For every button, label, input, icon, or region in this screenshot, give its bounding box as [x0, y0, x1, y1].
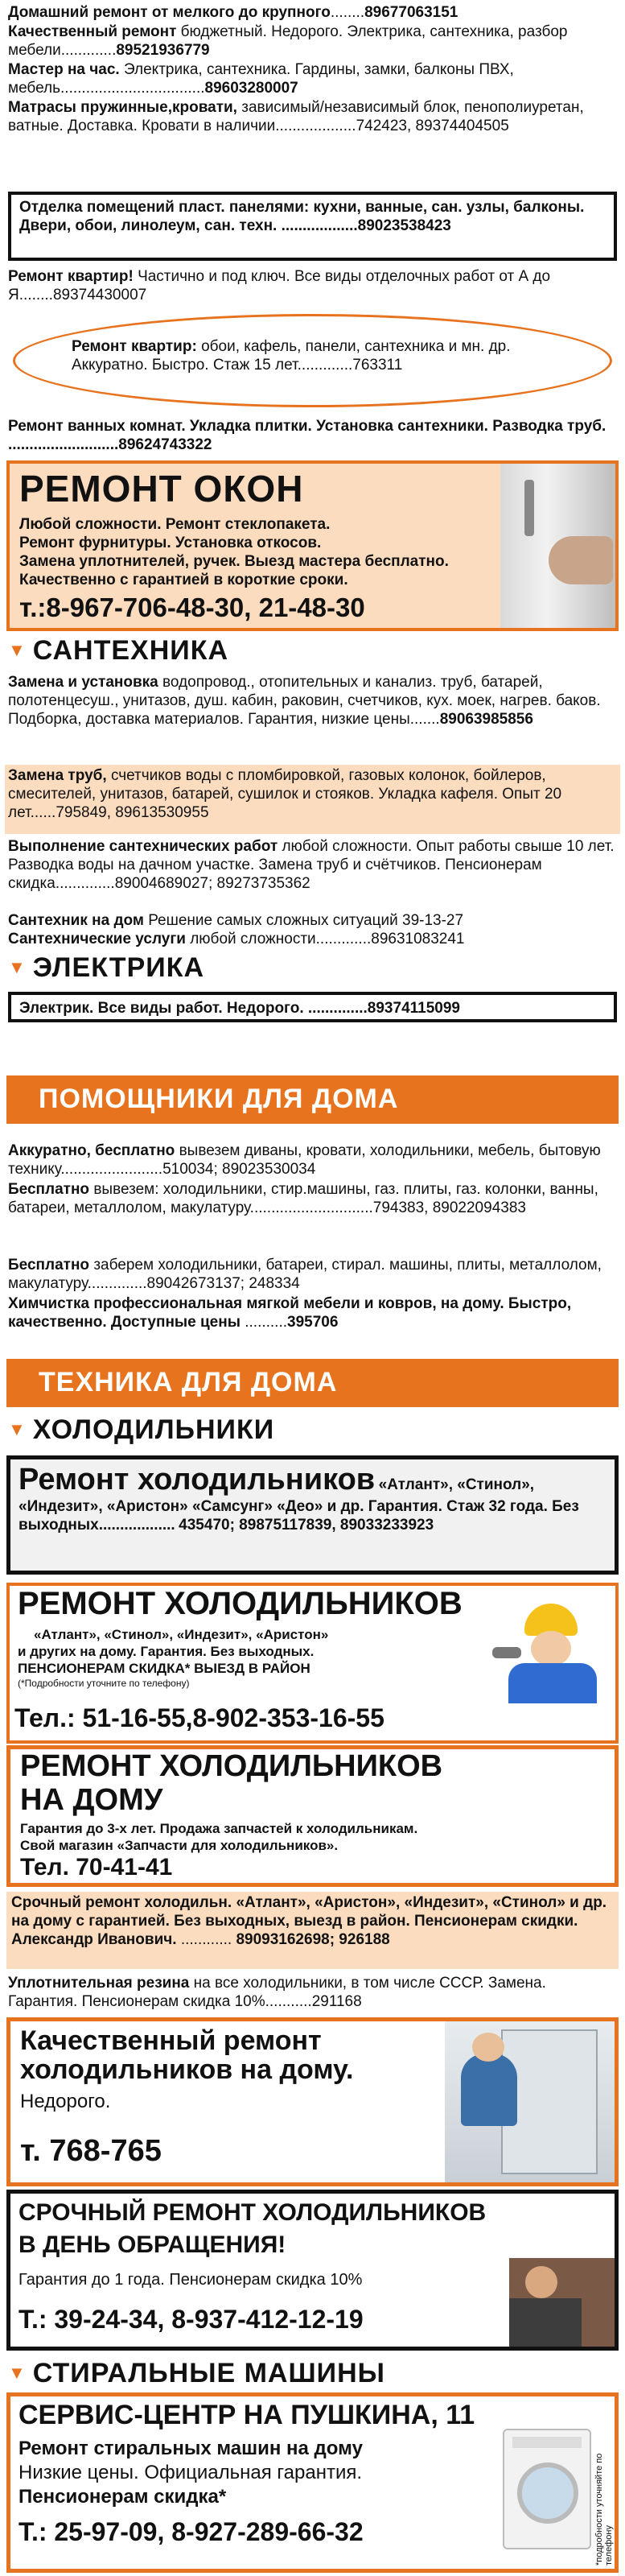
ad-flat-repair: Ремонт квартир! Частично и под ключ. Все виды отделочных работ от А до Я........89374430007	[8, 268, 551, 303]
ad-head: Химчистка профессиональная мягкой мебели и ковров, на дому. Быстро, качественно. Доступные цены	[8, 1295, 572, 1331]
ad-fridge-7	[6, 2190, 619, 2351]
ad-lines	[19, 515, 449, 589]
ad-lines	[18, 1626, 328, 1690]
ad-sub: Недорого.	[20, 2091, 111, 2112]
ad-phone: 395706	[287, 1314, 339, 1331]
banner-helpers	[6, 1075, 619, 1124]
ad-head: Замена труб,	[8, 767, 107, 784]
ad-phone: 89521936779	[116, 42, 210, 59]
ad-phone: 89374115099	[367, 1000, 460, 1017]
ad-text: водопровод., отопительных и канализ. труб, батарей, полотенцесуш., унитазов, душ. кабин, раковин, счетчиков, кух. моек, нагрев. баков. Подборка, доставка материалов. Гарантия, низкие цены	[8, 674, 601, 728]
section-electric	[8, 950, 617, 985]
ad-fridge-2	[6, 1583, 619, 1744]
ad-line: Пенсионерам скидка*	[19, 2486, 227, 2508]
ad-fridge-1: Ремонт холодильников «Атлант», «Стинол», «Индезит», «Аристон» «Самсунг» «Део» и др. Гарантия. Стаж 32 года. Без выходных.................. 435470; 89875117839, 89033233923	[6, 1455, 619, 1575]
ad-head: Бесплатно	[8, 1181, 90, 1198]
section-plumbing	[8, 633, 617, 668]
ad-helper-4: Химчистка профессиональная мягкой мебели и ковров, на дому. Быстро, качественно. Доступные цены ..........395706	[8, 1295, 572, 1331]
ad-phone: 742423, 89374404505	[356, 118, 509, 134]
section-title: ХОЛОДИЛЬНИКИ	[32, 1414, 275, 1445]
ad-head: Сантехник на дом	[8, 912, 144, 929]
section-title: СТИРАЛЬНЫЕ МАШИНЫ	[32, 2357, 385, 2388]
ad-plumbing-2: Замена труб, счетчиков воды с пломбировкой, газовых колонок, бойлеров, смесителей, унитазов, батарей, сушилок и стояков. Укладка кафеля. Опыт 20 лет......795849, 89613530955	[5, 765, 620, 834]
ad-phone: 89374430007	[52, 287, 147, 303]
window-photo	[500, 464, 617, 630]
ad-washers	[6, 2392, 619, 2573]
ad-helper-1: Аккуратно, бесплатно вывезем диваны, кровати, холодильники, мебель, бытовую технику........................510034; 89023530034	[8, 1142, 601, 1178]
ad-phone: т. 768-765	[20, 2134, 162, 2168]
ad-head: Домашний ремонт от мелкого до крупного	[8, 4, 331, 21]
triangle-icon: ▼	[8, 640, 27, 660]
ad-line: Ремонт стиральных машин на дому	[19, 2438, 363, 2459]
ad-text: «Атлант», «Стинол», «Индезит», «Аристон» «Самсунг» «Део» и др. Гарантия. Стаж 32 года. Без выходных	[19, 1476, 579, 1534]
ad-title: Ремонт холодильников	[19, 1463, 376, 1496]
ad-text: счетчиков воды с пломбировкой, газовых колонок, бойлеров, смесителей, унитазов, батарей, сушилок и стояков. Укладка кафеля. Опыт 20 лет	[8, 767, 562, 821]
ad-panels: Отделка помещений пласт. панелями: кухни, ванные, сан. узлы, балконы. Двери, обои, линолеум, сан. техн. ..................89023538423	[8, 192, 617, 261]
ad-text: Решение самых сложных ситуаций	[148, 912, 398, 929]
ad-phone: 39-13-27	[402, 912, 464, 929]
ad-head: Уплотнительная резина	[8, 1975, 190, 1992]
ad-phone: Тел. 70-41-41	[20, 1854, 173, 1880]
ad-phone: 89631083241	[371, 931, 465, 947]
ad-home-repair: Домашний ремонт от мелкого до крупного........89677063151	[8, 4, 458, 21]
ad-phone: 89063985856	[439, 711, 533, 728]
ad-text: Срочный ремонт холодильн. «Атлант», «Аристон», «Индезит», «Стинол» и др. на дому с гарантией. Без выходных, выезд в район. Пенсионерам скидки. Александр Иванович.	[11, 1894, 607, 1948]
ad-line: Свой магазин «Запчасти для холодильников».	[20, 1838, 339, 1853]
ad-note: (*Подробности уточните по телефону)	[18, 1678, 190, 1689]
ad-plumbing-3: Выполнение сантехнических работ любой сложности. Опыт работы свыше 10 лет. Разводка воды на дачном участке. Замена труб и счётчиков. Пенсионерам скидка..............89004689027; 89273735362	[8, 838, 615, 892]
ad-head: Выполнение сантехнических работ	[8, 838, 278, 855]
ad-handyman: Мастер на час. Электрика, сантехника. Гардины, замки, балконы ПВХ, мебель..................................89603280007	[8, 61, 514, 97]
section-fridges	[8, 1412, 617, 1447]
ad-phone: 89603280007	[204, 80, 298, 97]
ad-line: Ремонт фурнитуры. Установка откосов.	[19, 535, 322, 551]
ad-title: РЕМОНТ ОКОН	[19, 468, 304, 510]
ad-title: СЕРВИС-ЦЕНТР НА ПУШКИНА, 11	[19, 2400, 475, 2430]
ad-phone: Т.: 25-97-09, 8-927-289-66-32	[19, 2517, 364, 2546]
ad-plumbing-4	[8, 911, 617, 930]
ad-fridge-6	[6, 2017, 619, 2186]
banner-tech	[6, 1359, 619, 1407]
ad-phone: Т.: 39-24-34, 8-937-412-12-19	[19, 2305, 364, 2334]
ad-phone: Тел.: 51-16-55,8-902-353-16-55	[14, 1703, 384, 1732]
ad-head: Ремонт квартир:	[72, 338, 197, 355]
ad-plumbing-5: Сантехнические услуги любой сложности.............89631083241	[8, 931, 465, 947]
ad-title-wrap	[20, 2026, 438, 2116]
ad-lines	[20, 1820, 417, 1854]
ad-electrician: Электрик. Все виды работ. Недорого. ..............89374115099	[8, 992, 617, 1022]
ad-head: Мастер на час.	[8, 61, 120, 78]
ad-fridge-4: Срочный ремонт холодильн. «Атлант», «Аристон», «Индезит», «Стинол» и др. на дому с гарантией. Без выходных, выезд в район. Пенсионерам скидки. Александр Иванович. ............ 89093162698; 926188	[6, 1892, 619, 1969]
ad-oval-flats: Ремонт квартир: обои, кафель, панели, сантехника и мн. др. Аккуратно. Быстро. Стаж 15 лет.............763311	[13, 314, 612, 407]
ad-phone: 89023538423	[357, 217, 451, 234]
ad-line: Низкие цены. Официальная гарантия.	[19, 2462, 363, 2483]
ad-text: обои, кафель, панели, сантехника и мн. др. Аккуратно. Быстро. Стаж 15 лет	[72, 338, 511, 374]
ad-fridge-5: Уплотнительная резина на все холодильники, в том числе СССР. Замена. Гарантия. Пенсионерам скидка 10%...........291168	[8, 1975, 546, 2010]
ad-fridge-3	[6, 1745, 619, 1887]
ad-line: Гарантия до 3-х лет. Продажа запчастей к холодильникам.	[20, 1821, 418, 1836]
ad-windows	[6, 460, 619, 631]
ad-phone: 89624743322	[118, 436, 212, 453]
triangle-icon: ▼	[8, 1419, 27, 1439]
ad-phone: 89004689027; 89273735362	[114, 875, 310, 892]
ad-helper-2: Бесплатно вывезем: холодильники, стир.машины, газ. плиты, газ. колонки, ванны, батареи, металлолом, макулатуру.............................794383, 89022094383	[8, 1181, 598, 1216]
fridge-photo	[445, 2021, 618, 2182]
ad-line: Качественно с гарантией в короткие сроки.	[19, 572, 348, 588]
ad-text: вывезем диваны, кровати, холодильники, мебель, бытовую технику	[8, 1142, 601, 1178]
ad-head: Замена и установка	[8, 674, 158, 691]
repairman-illustration	[492, 1599, 613, 1703]
ad-head: Сантехнические услуги	[8, 931, 186, 947]
ad-phone: 291168	[311, 1993, 362, 2010]
ad-lines	[19, 2437, 363, 2509]
ad-text: Электрик. Все виды работ. Недорого.	[19, 1000, 304, 1017]
ad-head: Аккуратно, бесплатно	[8, 1142, 175, 1159]
ad-text: Электрика, сантехника. Гардины, замки, балконы ПВХ, мебель	[8, 61, 514, 97]
ad-text: Ремонт ванных комнат. Укладка плитки. Установка сантехники. Разводка труб.	[8, 418, 606, 435]
ad-plumbing-1: Замена и установка водопровод., отопительных и канализ. труб, батарей, полотенцесуш., унитазов, душ. кабин, раковин, счетчиков, кух. моек, нагрев. баков. Подборка, доставка материалов. Гарантия, низкие цены.......89063985856	[8, 674, 601, 728]
ad-title: СРОЧНЫЙ РЕМОНТ ХОЛОДИЛЬНИКОВ В ДЕНЬ ОБРАЩЕНИЯ!	[19, 2199, 487, 2258]
ad-phone: 794383, 89022094383	[372, 1199, 526, 1216]
section-washers	[8, 2355, 617, 2391]
ad-quality-repair: Качественный ремонт бюджетный. Недорого. Электрика, сантехника, разбор мебели.............89521936779	[8, 23, 568, 59]
ad-bathrooms: Ремонт ванных комнат. Укладка плитки. Установка сантехники. Разводка труб. ..........................89624743322	[8, 418, 606, 453]
ad-phone: 510034; 89023530034	[162, 1161, 316, 1178]
ad-mattresses: Матрасы пружинные,кровати, зависимый/независимый блок, пенополиуретан, ватные. Доставка. Кровати в наличии...................742423, 89374404505	[8, 99, 584, 134]
ad-line: Гарантия до 1 года. Пенсионерам скидка 10%	[19, 2271, 363, 2289]
ad-text: бюджетный. Недорого. Электрика, сантехника, разбор мебели	[8, 23, 568, 59]
banner-title: ТЕХНИКА ДЛЯ ДОМА	[39, 1367, 338, 1397]
ad-title: РЕМОНТ ХОЛОДИЛЬНИКОВ НА ДОМУ	[20, 1749, 443, 1817]
side-note: *подробности уточняйте по телефону	[594, 2453, 614, 2566]
ad-text: любой сложности	[190, 931, 316, 947]
ad-text: любой сложности. Опыт работы свыше 10 лет. Разводка воды на дачном участке. Замена труб и счётчиков. Пенсионерам скидка	[8, 838, 615, 892]
ad-head: Матрасы пружинные,кровати,	[8, 99, 237, 116]
ad-text: на все холодильники, в том числе СССР. Замена. Гарантия. Пенсионерам скидка 10%.	[8, 1975, 546, 2010]
washing-machine-icon	[503, 2429, 591, 2549]
ad-head: Бесплатно	[8, 1257, 90, 1274]
triangle-icon: ▼	[8, 2363, 27, 2383]
ad-text: Отделка помещений пласт. панелями: кухни, ванные, сан. узлы, балконы. Двери, обои, линолеум, сан. техн.	[19, 199, 585, 234]
ad-phone: 435470; 89875117839, 89033233923	[179, 1517, 434, 1534]
ad-head: Ремонт квартир!	[8, 268, 134, 285]
ad-phone: т.:8-967-706-48-30, 21-48-30	[19, 592, 365, 622]
ad-phone: 89042673137; 248334	[146, 1275, 300, 1292]
ad-head: Качественный ремонт	[8, 23, 177, 40]
ad-phone: 89093162698; 926188	[236, 1931, 390, 1948]
ad-title: Качественный ремонт холодильников на дому.	[20, 2025, 354, 2085]
section-title: ЭЛЕКТРИКА	[32, 952, 204, 983]
ad-phone: 89677063151	[364, 4, 458, 21]
banner-title: ПОМОЩНИКИ ДЛЯ ДОМА	[39, 1084, 399, 1114]
technician-photo	[509, 2258, 618, 2347]
ad-line: и других на дому. Гарантия. Без выходных.	[18, 1644, 315, 1659]
ad-line: Любой сложности. Ремонт стеклопакета.	[19, 516, 331, 533]
ad-phone: 795849, 89613530955	[56, 804, 209, 821]
ad-line: ПЕНСИОНЕРАМ СКИДКА* ВЫЕЗД В РАЙОН	[18, 1661, 310, 1676]
ad-text: вывезем: холодильники, стир.машины, газ. плиты, газ. колонки, ванны, батареи, металлолом, макулатуру	[8, 1181, 598, 1216]
ad-line: «Атлант», «Стинол», «Индезит», «Аристон»	[34, 1627, 329, 1642]
section-title: САНТЕХНИКА	[32, 634, 229, 666]
ad-line: Замена уплотнителей, ручек. Выезд мастера бесплатно.	[19, 553, 449, 570]
ad-helper-3: Бесплатно заберем холодильники, батареи, стирал. машины, плиты, металлолом, макулатуру..............89042673137; 248334	[8, 1257, 602, 1292]
triangle-icon: ▼	[8, 957, 27, 977]
ad-title: РЕМОНТ ХОЛОДИЛЬНИКОВ	[18, 1586, 463, 1621]
ad-text: заберем холодильники, батареи, стирал. машины, плиты, металлолом, макулатуру	[8, 1257, 602, 1292]
ad-text: Частично и под ключ. Все виды отделочных работ от А до Я	[8, 268, 551, 303]
ad-phone: 763311	[352, 357, 403, 374]
ad-text: зависимый/независимый блок, пенополиуретан, ватные. Доставка. Кровати в наличии	[8, 99, 584, 134]
